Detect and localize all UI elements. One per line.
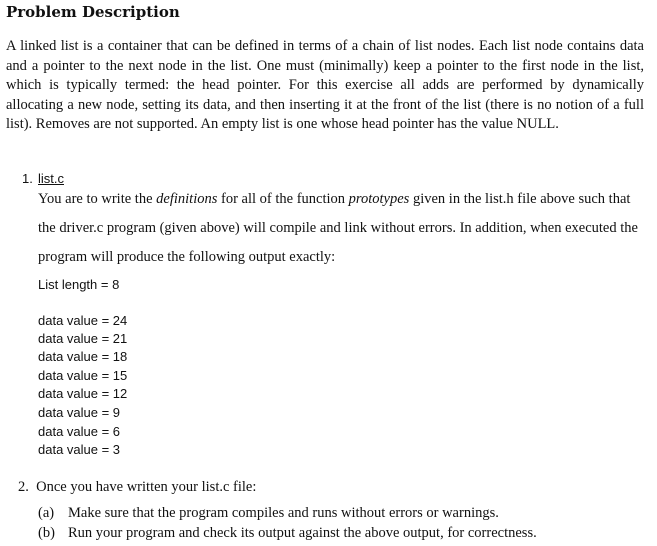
sub-item-b (38, 524, 537, 542)
data-value-line: data value = 18 (38, 349, 128, 364)
data-value-line: data value = 15 (38, 368, 128, 383)
page-title: Problem Description (6, 3, 180, 21)
para-text-2: for all of the function (217, 191, 349, 207)
data-value-line: data value = 12 (38, 386, 128, 401)
data-value-line: data value = 9 (38, 405, 121, 420)
sub-item-label: (a) (38, 505, 55, 521)
item-2-heading (18, 478, 256, 496)
sub-item-a (38, 504, 499, 522)
para-text-3: given in the list.h file above such that the driver.c program (given above) will compile and link without errors. In addition, when executed the program will produce the following output exactly: (38, 191, 638, 265)
item-1-number: 1. (22, 171, 33, 186)
sub-item-text: Run your program and check its output against the above output, for correctness. (68, 525, 537, 541)
para-emphasis-definitions: definitions (156, 191, 218, 207)
item-1-paragraph (38, 185, 640, 272)
item-2-text: Once you have written your list.c file: (36, 479, 257, 495)
intro-paragraph: A linked list is a container that can be defined in terms of a chain of list nodes. Each list node contains data and a pointer to the next node in the list. One must (minimally) keep a pointer to the first node in the list, which is typically termed: the head pointer. For this exercise all adds are performed by dynamically allocating a new node, setting its data, and then inserting it at the front of the list (there is no notion of a full list). Removes are not supported. An empty list is one whose head pointer has the value NULL. (6, 38, 644, 132)
item-2-number: 2. (18, 479, 29, 495)
para-emphasis-prototypes: prototypes (348, 191, 410, 207)
sub-item-text: Make sure that the program compiles and runs without errors or warnings. (68, 505, 499, 521)
para-text-1: You are to write the (38, 191, 157, 207)
data-value-line: data value = 6 (38, 424, 121, 439)
list-length-output: List length = 8 (38, 277, 120, 292)
data-value-line: data value = 24 (38, 313, 128, 328)
data-value-line: data value = 21 (38, 331, 128, 346)
sub-item-label: (b) (38, 525, 55, 541)
data-value-line: data value = 3 (38, 442, 121, 457)
list-c-link[interactable]: list.c (38, 171, 64, 186)
